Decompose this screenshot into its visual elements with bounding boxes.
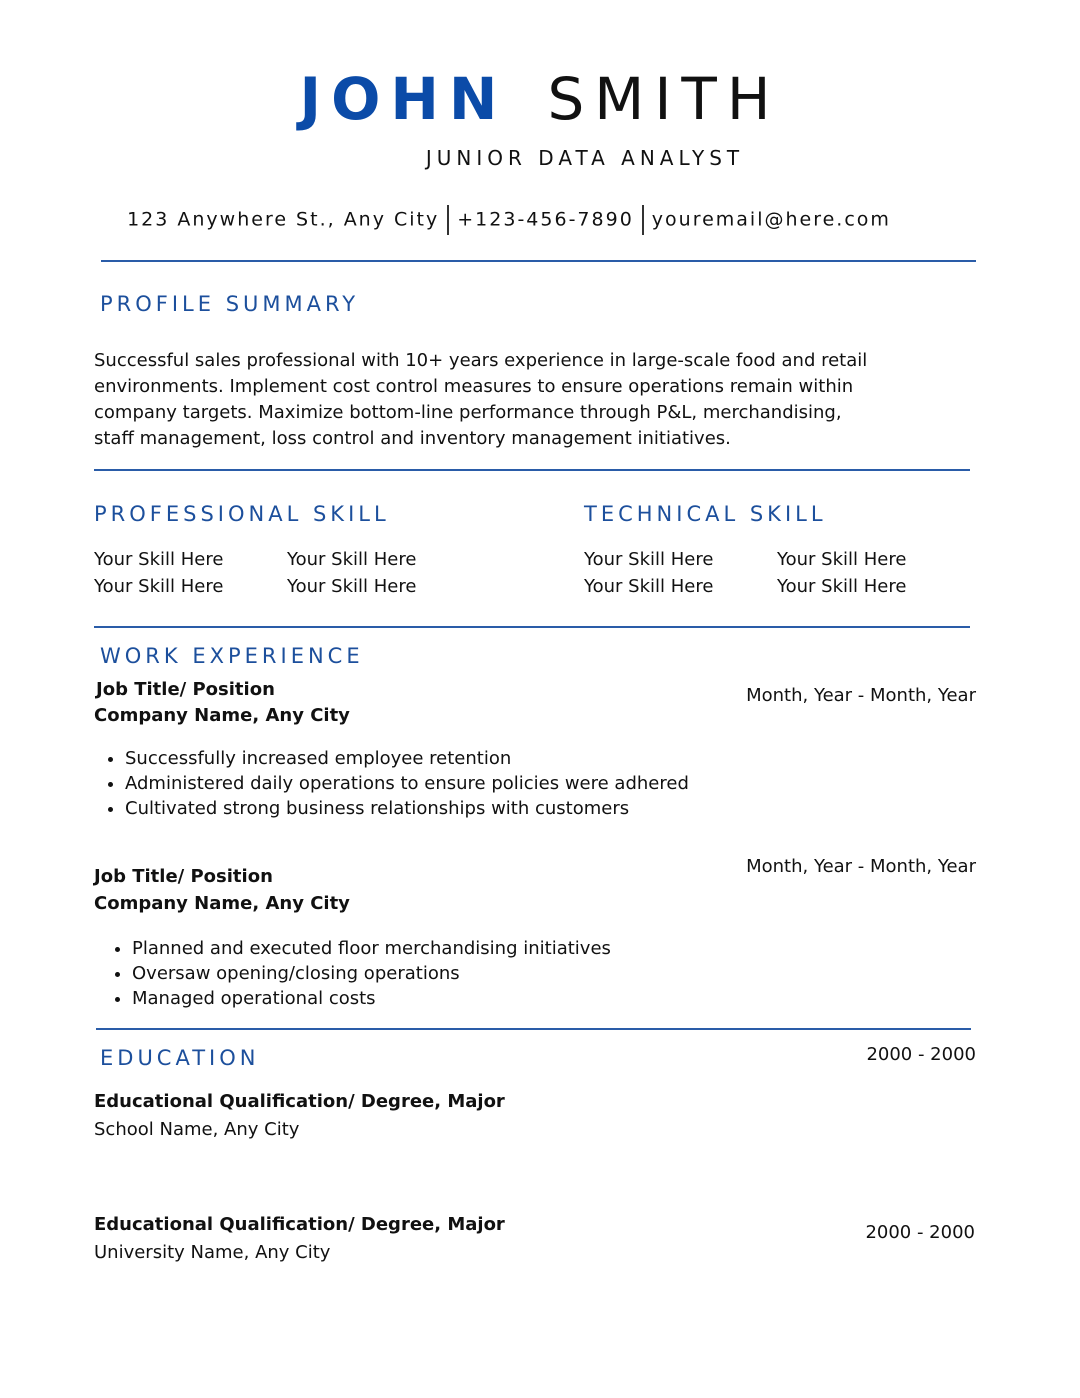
job-bullets [101, 936, 611, 1011]
degree: Educational Qualification/ Degree, Major [94, 1214, 505, 1235]
company-name: Company Name, Any City [94, 893, 350, 914]
list-item: • Oversaw opening/closing operations [132, 961, 611, 986]
technical-skill-heading: TECHNICAL SKILL [584, 502, 827, 526]
professional-skill-item: Your Skill Here [94, 549, 224, 570]
professional-skill-item: Your Skill Here [287, 549, 417, 570]
professional-skill-item: Your Skill Here [287, 576, 417, 597]
contact-divider [447, 205, 449, 235]
degree: Educational Qualification/ Degree, Major [94, 1091, 505, 1112]
list-item: • Administered daily operations to ensure policies were adhered [125, 771, 689, 796]
company-name: Company Name, Any City [94, 705, 350, 726]
job-bullets [94, 746, 689, 821]
technical-skill-item: Your Skill Here [777, 549, 907, 570]
list-item: • Managed operational costs [132, 986, 611, 1011]
profile-divider [94, 469, 970, 471]
job-title: Job Title/ Position [94, 866, 273, 887]
work-experience-heading: WORK EXPERIENCE [100, 644, 364, 668]
job-title: Job Title/ Position [96, 679, 275, 700]
full-name [0, 64, 1080, 134]
phone: +123-456-7890 [457, 208, 634, 231]
contact-line [0, 205, 1018, 235]
list-item: • Cultivated strong business relationships with customers [125, 796, 689, 821]
work-divider [96, 1028, 971, 1030]
technical-skill-item: Your Skill Here [777, 576, 907, 597]
address: 123 Anywhere St., Any City [127, 208, 440, 231]
job-dates: Month, Year - Month, Year [746, 856, 976, 877]
education-dates: 2000 - 2000 [866, 1044, 976, 1065]
last-name: SMITH [547, 65, 781, 133]
education-dates: 2000 - 2000 [865, 1222, 975, 1243]
school-name: University Name, Any City [94, 1242, 331, 1263]
list-item: • Planned and executed floor merchandising initiatives [132, 936, 611, 961]
profile-summary-heading: PROFILE SUMMARY [100, 292, 360, 316]
technical-skill-item: Your Skill Here [584, 576, 714, 597]
header-divider [101, 260, 976, 262]
email: youremail@here.com [651, 208, 891, 231]
technical-skill-item: Your Skill Here [584, 549, 714, 570]
professional-skill-item: Your Skill Here [94, 576, 224, 597]
contact-divider [642, 205, 644, 235]
profile-summary-text: Successful sales professional with 10+ years experience in large-scale food and retail environments. Implement cost control measures to ensure operations remain within company targets. Maximize bottom-line performance through P&L, merchandising, staff management, loss control and inventory management initiatives. [94, 350, 868, 449]
job-dates: Month, Year - Month, Year [746, 685, 976, 706]
education-heading: EDUCATION [100, 1046, 260, 1070]
job-role: JUNIOR DATA ANALYST [425, 146, 745, 170]
professional-skill-heading: PROFESSIONAL SKILL [94, 502, 390, 526]
first-name: JOHN [299, 65, 508, 133]
skills-divider [94, 626, 970, 628]
school-name: School Name, Any City [94, 1119, 300, 1140]
list-item: • Successfully increased employee retention [125, 746, 689, 771]
